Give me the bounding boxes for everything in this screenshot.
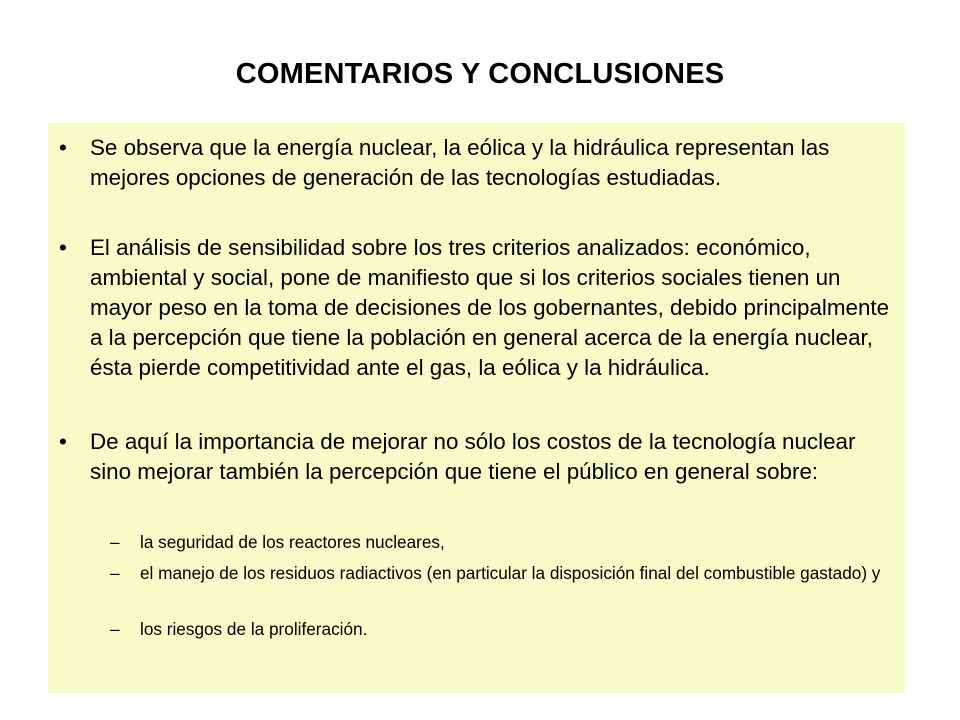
sub-bullet-marker: – — [110, 619, 120, 639]
bullet-text: El análisis de sensibilidad sobre los tres criterios analizados: económico, ambiental y social, pone de manifiesto que si los criterios sociales tienen un mayor peso en la toma de decisiones de los gobernantes, debido principalmente a la percepción que tiene la población en general acerca de la energía nuclear, ésta pierde competitividad ante el gas, la eólica y la hidráulica. — [90, 235, 890, 380]
sub-bullet-item-1 — [110, 531, 890, 554]
content-panel — [48, 123, 905, 693]
bullet-marker: • — [59, 235, 67, 260]
bullet-item-1 — [59, 133, 898, 193]
sub-bullet-text: los riesgos de la proliferación. — [140, 619, 368, 639]
sub-bullet-marker: – — [110, 563, 120, 583]
sub-bullet-text: el manejo de los residuos radiactivos (en particular la disposición final del combustible gastado) y — [140, 563, 881, 583]
bullet-item-3 — [59, 427, 898, 487]
sub-bullet-item-2 — [110, 562, 890, 585]
bullet-marker: • — [59, 429, 67, 454]
sub-bullet-text: la seguridad de los reactores nucleares, — [140, 532, 445, 552]
sub-bullet-item-3 — [110, 618, 890, 641]
bullet-marker: • — [59, 135, 67, 160]
sub-bullet-marker: – — [110, 532, 120, 552]
bullet-text: Se observa que la energía nuclear, la eólica y la hidráulica representan las mejores opciones de generación de las tecnologías estudiadas. — [90, 135, 830, 190]
bullet-item-2 — [59, 233, 898, 383]
bullet-text: De aquí la importancia de mejorar no sólo los costos de la tecnología nuclear sino mejorar también la percepción que tiene el público en general sobre: — [90, 429, 856, 484]
slide-title: COMENTARIOS Y CONCLUSIONES — [235, 58, 725, 90]
